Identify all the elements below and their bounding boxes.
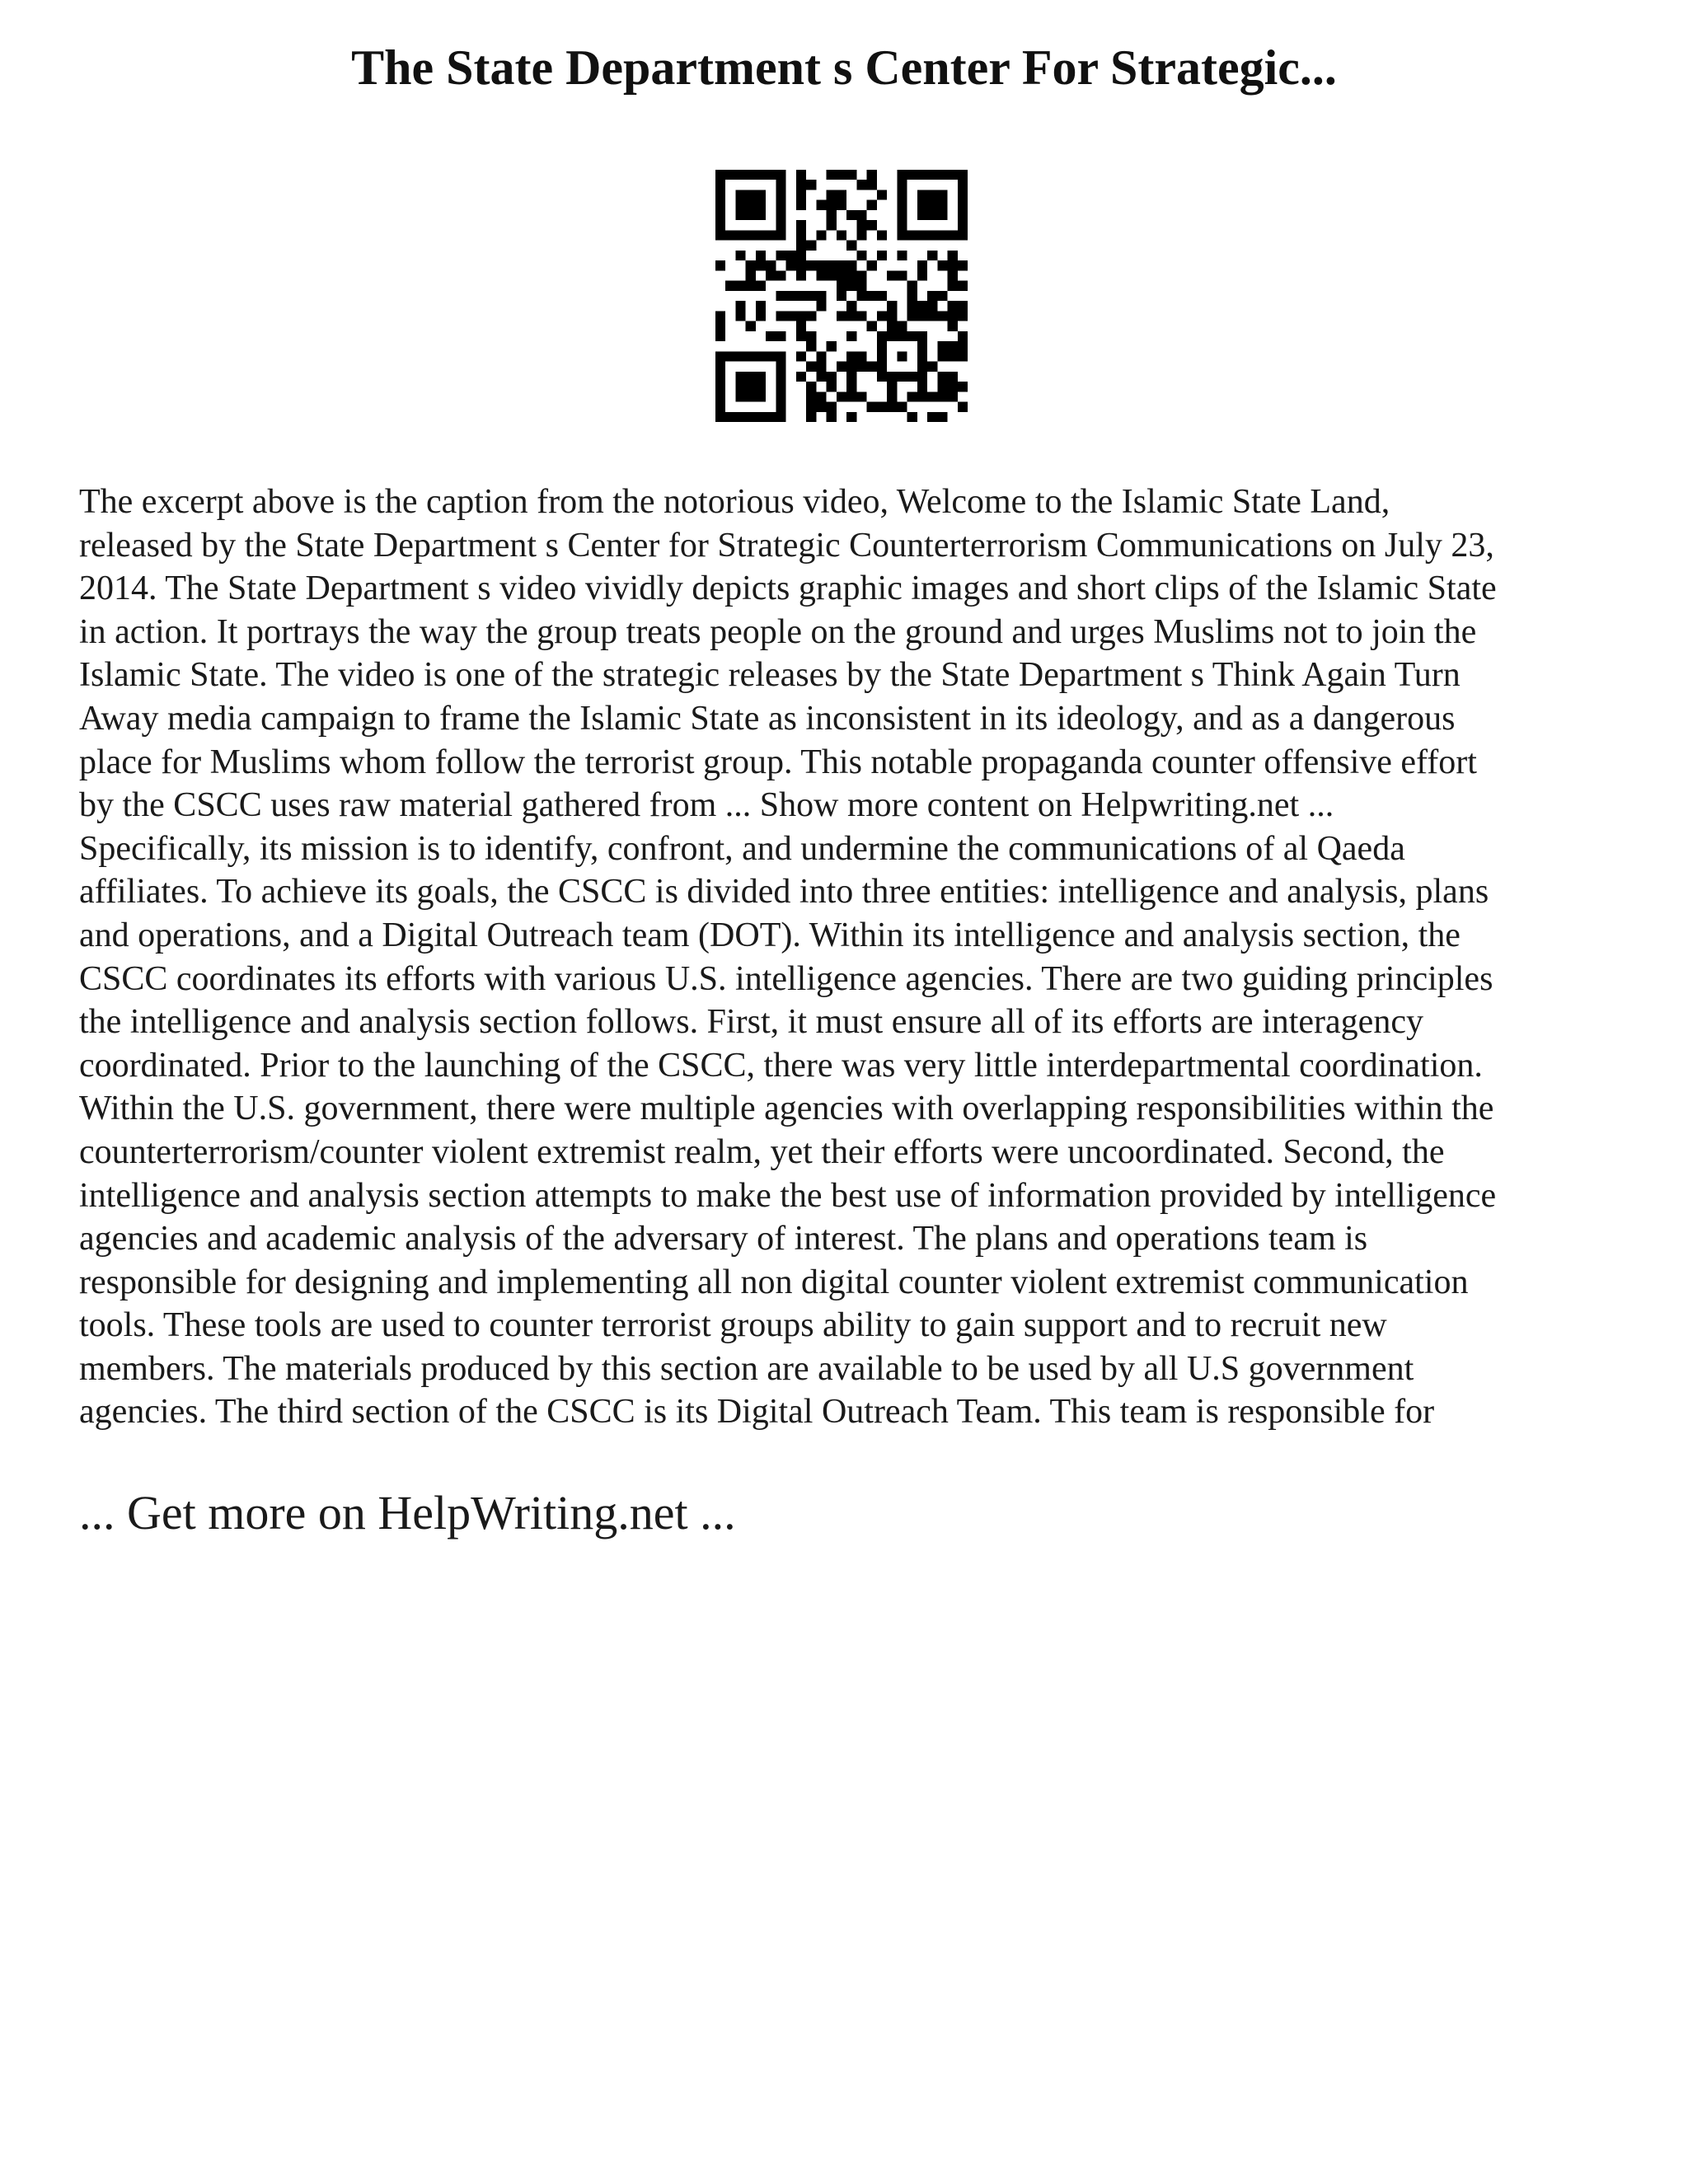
body-line: coordinated. Prior to the launching of the CSCC, there was very little interdepartmental coordination. — [79, 1046, 1483, 1085]
body-line: agencies and academic analysis of the adversary of interest. The plans and operations team is — [79, 1220, 1368, 1258]
body-line: the intelligence and analysis section follows. First, it must ensure all of its efforts are interagency — [79, 1003, 1423, 1042]
body-line: Islamic State. The video is one of the strategic releases by the State Department s Think Again Turn — [79, 656, 1461, 695]
get-more-link[interactable]: ... Get more on HelpWriting.net ... — [79, 1486, 736, 1540]
body-line: CSCC coordinates its efforts with various U.S. intelligence agencies. There are two guiding principles — [79, 959, 1493, 998]
body-line: released by the State Department s Center for Strategic Counterterrorism Communications on July 23, — [79, 526, 1494, 565]
body-line: in action. It portrays the way the group treats people on the ground and urges Muslims not to join the — [79, 612, 1477, 651]
body-line: place for Muslims whom follow the terrorist group. This notable propaganda counter offensive effort — [79, 743, 1477, 781]
body-line: responsible for designing and implementing all non digital counter violent extremist communication — [79, 1263, 1469, 1301]
body-line: and operations, and a Digital Outreach team (DOT). Within its intelligence and analysis section, the — [79, 916, 1461, 954]
body-line: intelligence and analysis section attempts to make the best use of information provided by intelligence — [79, 1176, 1497, 1215]
body-line: The excerpt above is the caption from the notorious video, Welcome to the Islamic State Land, — [79, 483, 1390, 521]
body-line: tools. These tools are used to counter terrorist groups ability to gain support and to recruit new — [79, 1306, 1387, 1345]
page-title: The State Department s Center For Strategic... — [351, 40, 1337, 95]
body-line: agencies. The third section of the CSCC is its Digital Outreach Team. This team is responsible for — [79, 1393, 1435, 1432]
body-line: 2014. The State Department s video vividly depicts graphic images and short clips of the Islamic State — [79, 569, 1497, 608]
body-paragraph — [79, 480, 1629, 1434]
body-line: Within the U.S. government, there were multiple agencies with overlapping responsibilities within the — [79, 1090, 1494, 1128]
body-line: members. The materials produced by this section are available to be used by all U.S government — [79, 1349, 1414, 1388]
body-line: counterterrorism/counter violent extremist realm, yet their efforts were uncoordinated. Second, the — [79, 1132, 1445, 1171]
body-line: affiliates. To achieve its goals, the CSCC is divided into three entities: intelligence and analysis, plans — [79, 873, 1489, 912]
body-line: Away media campaign to frame the Islamic State as inconsistent in its ideology, and as a dangerous — [79, 699, 1456, 738]
body-line: by the CSCC uses raw material gathered from ... Show more content on Helpwriting.net ... — [79, 786, 1334, 825]
qr-code-icon — [715, 170, 968, 422]
body-line: Specifically, its mission is to identify, confront, and undermine the communications of al Qaeda — [79, 829, 1405, 868]
